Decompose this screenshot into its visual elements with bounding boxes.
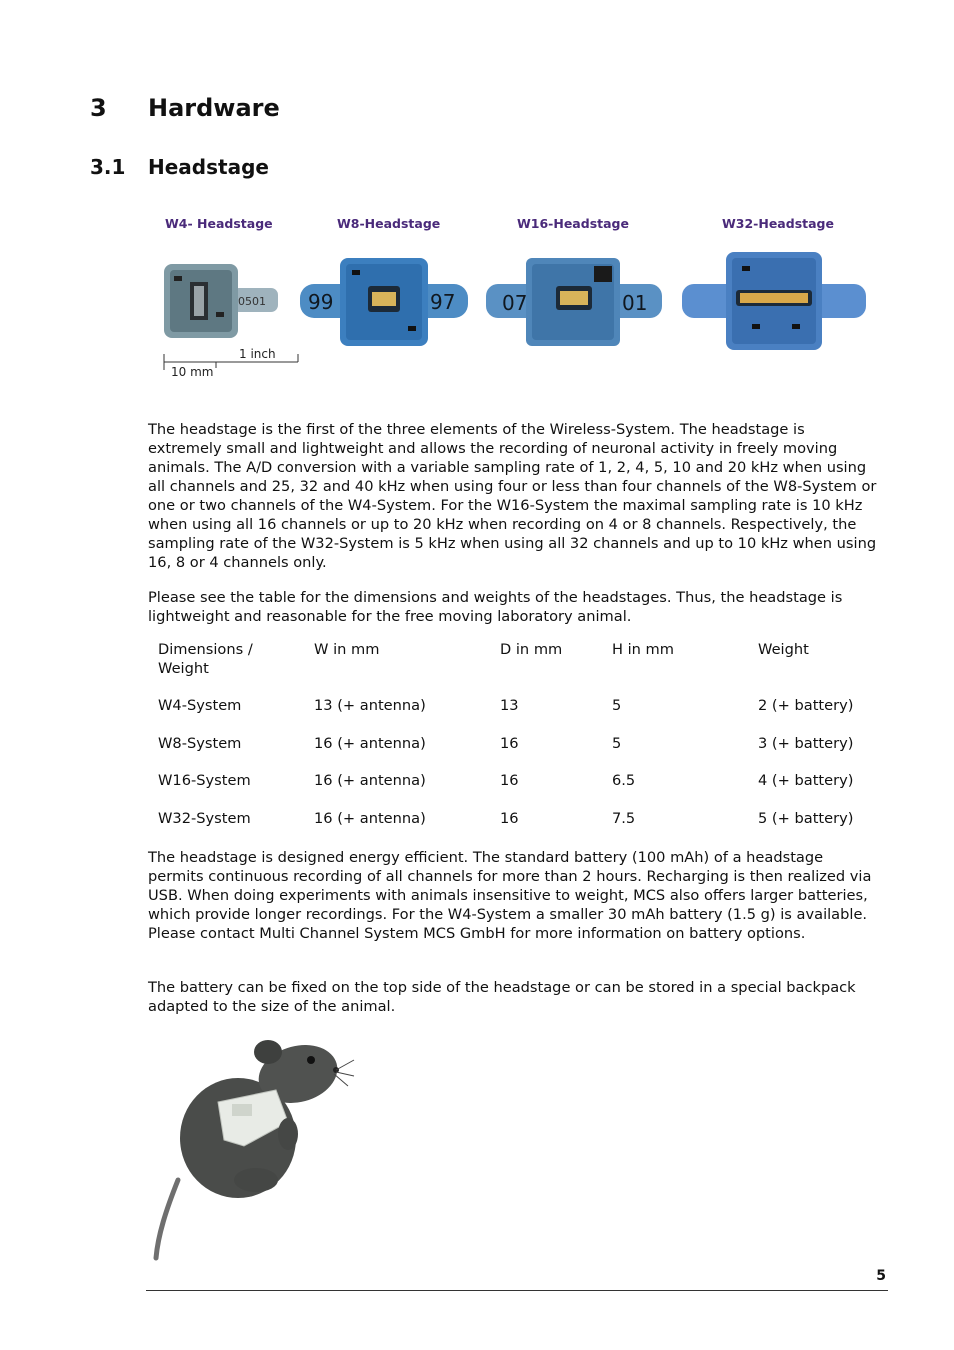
table-cell: 13 (+ antenna) [314,697,426,714]
footer-rule [146,1290,888,1291]
table-cell: 16 (+ antenna) [314,734,426,752]
figure-label-w16: W16-Headstage [517,216,629,231]
table-cell: 16 (+ antenna) [314,772,426,789]
table-header-cell: W in mm [314,641,380,658]
subsection-heading [90,155,269,179]
table-cell: W8-System [158,734,242,752]
table-header-cell: Weight [758,641,809,658]
w8-right-mark: 97 [430,290,456,314]
table-cell: 5 [612,697,622,714]
table-cell: W4-System [158,697,242,714]
page-number: 5 [876,1268,886,1284]
dimensions-table [150,640,886,846]
table-intro-paragraph: Please see the table for the dimensions and weights of the headstages. Thus, the headstage is lightweight and reasonable for the free moving laboratory animal. [148,589,843,625]
table-row [150,809,886,847]
table-cell: 13 [500,697,519,714]
battery-paragraph: The headstage is designed energy efficient. The standard battery (100 mAh) of a headstage permits continuous recording of all channels for more than 2 hours. Recharging is then realized via USB. When doing experiments with animals insensitive to weight, MCS also offers larger batteries, which provide longer recordings. For the W4-System a smaller 30 mAh battery (1.5 g) is available. Please contact Multi Channel System MCS GmbH for more information on battery options. [148,849,872,942]
w4-board-mark: 0501 [238,295,266,308]
table-row [150,696,886,734]
table-cell: W32-System [158,809,251,827]
rat-with-backpack-image [148,1030,358,1262]
figure-label-w32: W32-Headstage [722,216,834,231]
table-header-cell: Dimensions / Weight [158,641,253,677]
table-cell: 2 (+ battery) [758,697,854,714]
table-cell: 5 (+ battery) [758,809,854,827]
table-header-cell: D in mm [500,641,563,658]
w8-headstage-image [300,256,468,348]
subsection-number: 3.1 [90,155,126,179]
table-cell: 7.5 [612,809,636,827]
figure-label-w4: W4- Headstage [165,216,273,231]
table-cell: 4 (+ battery) [758,772,854,789]
table-cell: 6.5 [612,772,636,789]
table-header-cell: H in mm [612,641,674,658]
w16-right-mark: 01 [622,291,648,315]
w8-left-mark: 99 [308,290,334,314]
headstage-figure [150,210,880,390]
table-header-row [150,640,886,696]
table-cell: 5 [612,734,622,752]
w4-headstage-image [162,262,280,340]
scale-inch-label: 1 inch [239,347,276,361]
intro-paragraph: The headstage is the first of the three elements of the Wireless-System. The headstage is extremely small and lightweight and allows the recording of neuronal activity in freely moving animals. The A/D conversion with a variable sampling rate of 1, 2, 4, 5, 10 and 20 kHz when using all channels and 25, 32 and 40 kHz when using four or less than four channels of the W8-System or one or two channels of the W4-System. For the W16-System the maximal sampling rate is 10 kHz when using all 16 channels or up to 20 kHz when recording on 4 or 8 channels. Respectively, the sampling rate of the W32-System is 5 kHz when using all 32 channels and up to 10 kHz when using 16, 8 or 4 channels only. [148,421,877,571]
section-title: Hardware [148,94,280,122]
table-cell: 16 [500,772,519,789]
table-cell: 16 [500,809,519,827]
table-cell: 3 (+ battery) [758,734,854,752]
table-cell: 16 [500,734,519,752]
section-heading [90,94,280,122]
w16-left-mark: 07 [502,291,528,315]
backpack-paragraph: The battery can be fixed on the top side of the headstage or can be stored in a special backpack adapted to the size of the animal. [148,979,856,1015]
section-number: 3 [90,94,107,122]
table-row [150,734,886,772]
table-row [150,771,886,809]
w32-headstage-image [682,250,866,352]
subsection-title: Headstage [148,155,269,179]
scale-mm-label: 10 mm [171,365,214,379]
table-cell: W16-System [158,772,251,789]
w16-headstage-image [486,256,662,348]
figure-label-w8: W8-Headstage [337,216,441,231]
table-cell: 16 (+ antenna) [314,809,426,827]
